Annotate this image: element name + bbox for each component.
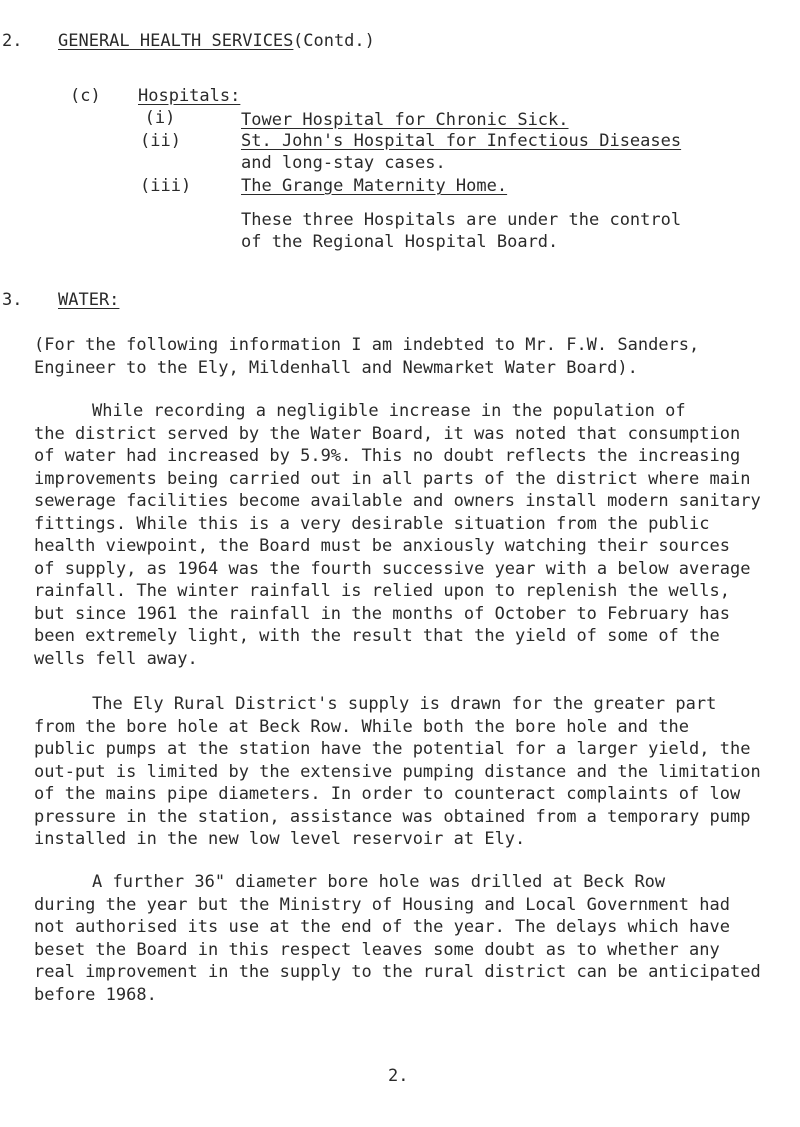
para-line: installed in the new low level reservoir at Ely. — [34, 829, 526, 849]
para-line: sewerage facilities become available and owners install modern sanitary — [34, 491, 761, 511]
para-line: of supply, as 1964 was the fourth successive year with a below average — [34, 558, 751, 579]
para-line: not authorised its use at the end of the year. The delays which have — [34, 917, 730, 937]
item-i-number: (i) — [144, 108, 176, 128]
hospital-item-ii-continued: and long-stay cases. — [241, 153, 446, 173]
para-line: from the bore hole at Beck Row. While both the bore hole and the — [34, 716, 690, 737]
para-line: While recording a negligible increase in the population of — [92, 401, 686, 421]
paragraph-supply — [34, 693, 789, 851]
para-line: of water had increased by 5.9%. This no doubt reflects the increasing — [34, 446, 741, 466]
para-line: out-put is limited by the extensive pumping distance and the limitation — [34, 761, 761, 782]
hospital-item-ii: St. John's Hospital for Infectious Diseases — [241, 131, 682, 151]
subsection-c-label: (c) — [70, 86, 101, 106]
para-line: during the year but the Ministry of Housing and Local Government had — [34, 894, 730, 915]
section-2-heading: GENERAL HEALTH SERVICES — [58, 31, 294, 51]
para-line: wells fell away. — [34, 648, 198, 669]
para-line: public pumps at the station have the potential for a larger yield, the — [34, 739, 751, 759]
paragraph-consumption — [34, 400, 789, 670]
para-line: but since 1961 the rainfall in the months of October to February has — [34, 603, 730, 624]
para-line: before 1968. — [34, 984, 157, 1005]
item-iii-number: (iii) — [140, 176, 192, 196]
para-line: improvements being carried out in all parts of the district where main — [34, 468, 751, 489]
section-2-number: 2. — [2, 31, 23, 51]
section-3-heading: WATER: — [58, 290, 120, 310]
para-line: real improvement in the supply to the rural district can be anticipated — [34, 962, 761, 982]
para-line: fittings. While this is a very desirable situation from the public — [34, 513, 710, 534]
para-line: A further 36" diameter bore hole was drilled at Beck Row — [92, 872, 666, 892]
hospital-item-iii: The Grange Maternity Home. — [241, 176, 508, 196]
item-ii-number: (ii) — [140, 131, 181, 151]
para-line: of the mains pipe diameters. In order to counteract complaints of low — [34, 784, 741, 804]
para-line: beset the Board in this respect leaves some doubt as to whether any — [34, 939, 720, 960]
hospitals-note-line-1: These three Hospitals are under the control — [241, 210, 682, 230]
section-3-number: 3. — [2, 290, 23, 310]
paragraph-bore-hole — [34, 871, 789, 1006]
para-line: Engineer to the Ely, Mildenhall and Newmarket Water Board). — [34, 357, 638, 378]
para-line: the district served by the Water Board, it was noted that consumption — [34, 423, 741, 444]
hospitals-title: Hospitals: — [138, 86, 241, 106]
para-line: The Ely Rural District's supply is drawn for the greater part — [92, 694, 717, 714]
page-number: 2. — [388, 1066, 409, 1086]
para-line: (For the following information I am indebted to Mr. F.W. Sanders, — [34, 335, 700, 355]
hospitals-note-line-2: of the Regional Hospital Board. — [241, 232, 559, 252]
para-line: pressure in the station, assistance was obtained from a temporary pump — [34, 806, 751, 827]
hospital-item-i: Tower Hospital for Chronic Sick. — [241, 110, 569, 130]
para-line: health viewpoint, the Board must be anxiously watching their sources — [34, 536, 730, 556]
para-line: been extremely light, with the result that the yield of some of the — [34, 626, 720, 646]
section-2-contd: (Contd.) — [293, 31, 375, 51]
paragraph-acknowledgement — [34, 334, 789, 379]
para-line: rainfall. The winter rainfall is relied upon to replenish the wells, — [34, 581, 730, 601]
